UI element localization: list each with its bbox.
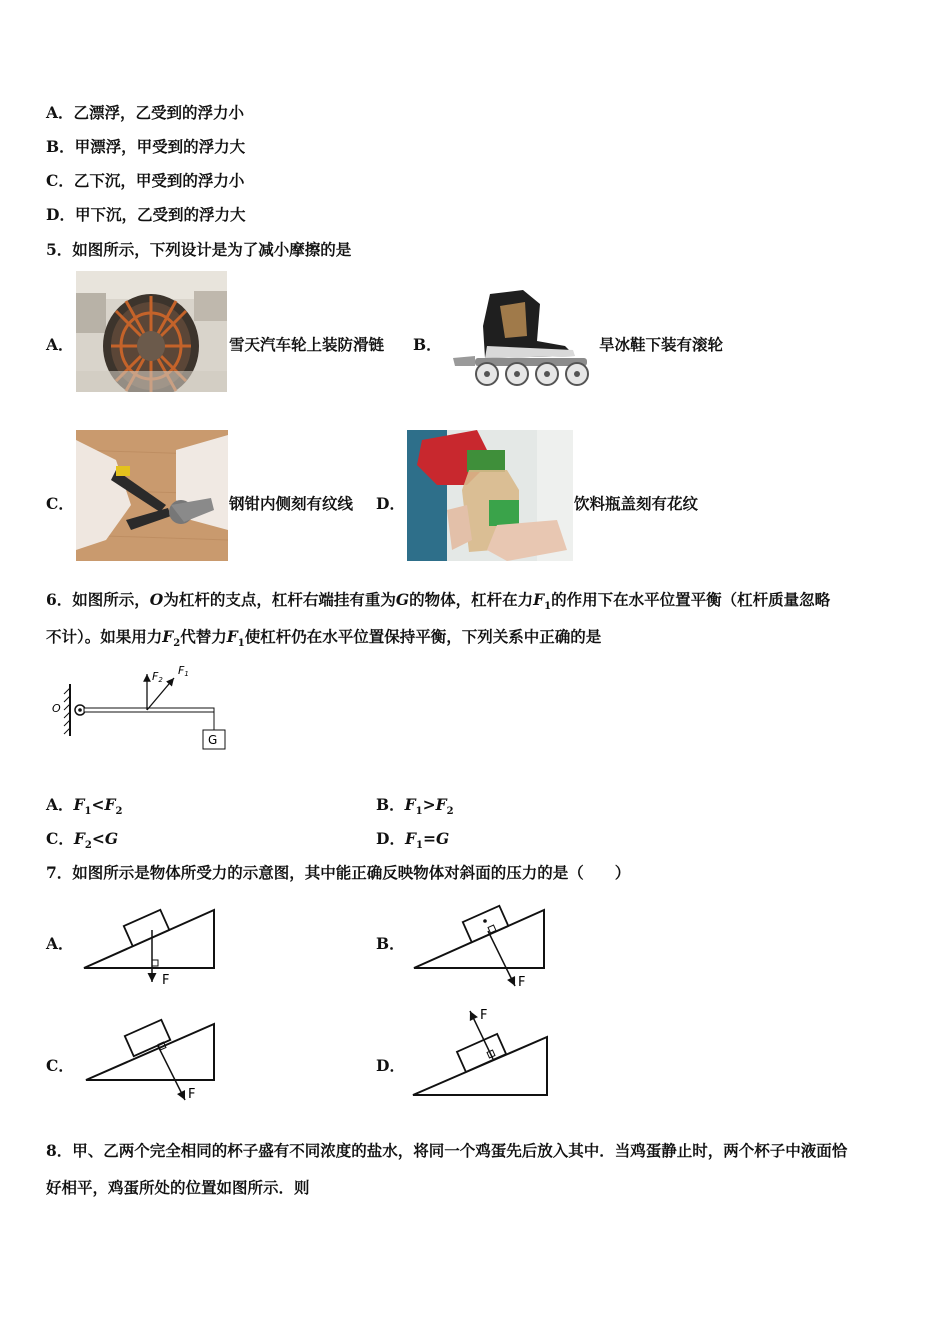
- q4-option-d: D．甲下沉，乙受到的浮力大: [46, 205, 246, 224]
- q5-option-b-text: 旱冰鞋下装有滚轮: [599, 335, 724, 354]
- q8-stem-line1: 8．甲、乙两个完全相同的杯子盛有不同浓度的盐水，将同一个鸡蛋先后放入其中．当鸡蛋静止时，两个杯子中液面恰: [46, 1141, 848, 1160]
- q7-option-d-letter: D．: [376, 1056, 405, 1075]
- bottle-cap-photo: [407, 430, 573, 561]
- q6-option-a: A．$F_1<F_2$: [46, 795, 123, 818]
- force-label-d: F: [480, 1008, 488, 1023]
- force-label-c: F: [188, 1087, 196, 1102]
- q8-stem-line2: 好相平，鸡蛋所处的位置如图所示．则: [46, 1178, 310, 1197]
- q7-option-c-letter: C．: [46, 1056, 74, 1075]
- weight-g-label: G: [208, 733, 218, 747]
- q6-stem-line2: 不计）。如果用力$F_2$代替力$F_1$使杠杆仍在水平位置保持平衡，下列关系中正确的是: [46, 627, 602, 650]
- pivot-o-label: O: [52, 702, 61, 715]
- q4-option-c: C．乙下沉，甲受到的浮力小: [46, 171, 245, 190]
- force-label-a: F: [162, 973, 170, 988]
- pliers-photo: [76, 430, 228, 561]
- q5-option-a-text: 雪天汽车轮上装防滑链: [229, 335, 385, 354]
- q6-option-d: D．$F_1=G$: [376, 829, 450, 852]
- q4-option-b: B．甲漂浮，甲受到的浮力大: [46, 137, 246, 156]
- q5-option-b-letter: B．: [413, 335, 442, 354]
- q5-option-c-letter: C．: [46, 494, 74, 513]
- force-label-b: F: [518, 975, 526, 990]
- force-f2-label: F2: [152, 670, 163, 684]
- q5-option-c-text: 钢钳内侧刻有纹线: [229, 494, 354, 513]
- q4-option-a: A．乙漂浮，乙受到的浮力小: [46, 103, 245, 122]
- q6-option-c: C．$F_2<G$: [46, 829, 119, 852]
- q5-option-d-text: 饮料瓶盖刻有花纹: [574, 494, 699, 513]
- q5-option-a-letter: A．: [46, 335, 74, 354]
- incline-diagram-b: [410, 898, 550, 990]
- q6-stem-line1: 6．如图所示，O为杠杆的支点，杠杆右端挂有重为G的物体，杠杆在力$F_1$的作用下在水平位置平衡（杠杆质量忽略: [46, 590, 831, 613]
- q7-option-b-letter: B．: [376, 934, 405, 953]
- q7-option-a-letter: A．: [46, 934, 74, 953]
- q6-option-b: B．$F_1>F_2$: [376, 795, 454, 818]
- q7-stem: 7．如图所示是物体所受力的示意图，其中能正确反映物体对斜面的压力的是（ ）: [46, 863, 631, 882]
- lever-diagram: [46, 660, 246, 760]
- snow-chain-tire-photo: [76, 271, 227, 392]
- roller-skate-photo: [445, 286, 598, 390]
- q5-stem: 5．如图所示，下列设计是为了减小摩擦的是: [46, 240, 352, 259]
- q5-option-d-letter: D．: [376, 494, 405, 513]
- incline-diagram-a: [80, 898, 220, 990]
- incline-diagram-d: [410, 1003, 555, 1099]
- force-f1-label: F1: [178, 664, 189, 678]
- incline-diagram-c: [82, 1010, 222, 1104]
